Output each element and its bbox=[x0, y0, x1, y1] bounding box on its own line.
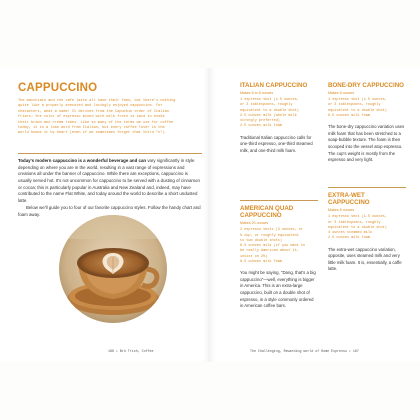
divider bbox=[18, 153, 202, 154]
left-page bbox=[0, 68, 210, 362]
cappuccino-photo bbox=[58, 213, 168, 325]
recipe-italian bbox=[240, 82, 318, 155]
footer-left: 186 • Brû Trish, Coffee bbox=[108, 349, 154, 353]
ingredient: 2.5 ounces milk foam bbox=[328, 236, 371, 241]
recipe-title: BONE-DRY CAPPUCCINO bbox=[328, 82, 404, 89]
ingredient: 8.5 ounces milk foam bbox=[240, 259, 283, 264]
recipe-yield: Makes 20 ounces bbox=[240, 221, 269, 226]
recipe-description: You might be saying, "Dang, that's a big cappuccino"—well, everything is bigger in America. This is an extra-large cappuccino, built on a double shot of espresso, in a style commonly ordered in American coffee bars. bbox=[240, 270, 316, 309]
recipe-yield: Makes 8 ounces bbox=[328, 208, 355, 213]
recipe-description: The bone-dry cappuccino variation uses milk foam that has been stretched to a soap-bubble texture. The foam is then scooped into the vessel atop espresso. The cup's weight is mostly from the espresso and very light. bbox=[328, 124, 405, 163]
ingredient: 8.5 ounces milk (if you want to be really American about it, insist on 2%) bbox=[240, 244, 306, 259]
body-paragraph-1: vary significantly in style depending on where you are in the world, resulting in a vast range of expressions and creations all under the banner of cappuccino. While there are exceptions, cappuccino is usually served hot. It's not uncommon for cappuccino to be served with a dusting of cinnamon or cocoa; this is particularly popular in Australia and New Zealand and, indeed, may have contributed to the name Flat White, and today around the world to describe a short undusted latte. bbox=[18, 158, 200, 204]
ingredient: 2.5 ounces milk (whole milk strongly preferred) bbox=[240, 113, 297, 124]
recipe-title: ITALIAN CAPPUCCINO bbox=[240, 82, 308, 89]
divider bbox=[328, 187, 406, 188]
recipe-title: AMERICAN QUAD CAPPUCCINO bbox=[240, 205, 294, 220]
recipe-description: Traditional Italian cappuccino calls for one-third espresso, one-third steamed milk, and one-third milk foam. bbox=[240, 134, 313, 153]
recipe-title: EXTRA-WET CAPPUCCINO bbox=[328, 192, 370, 207]
body-text bbox=[18, 158, 202, 218]
recipe-yield: Makes 6 to 8 ounces bbox=[240, 91, 274, 96]
recipe-extra-wet bbox=[328, 187, 406, 273]
intro-paragraph: The macchiato and the café latte all have their fans, but there's nothing quite like a properly executed and lovingly enjoyed cappuccino. For characters, what a name! It derives from the Capuchin order of Italian friars; the color of espresso mixed with milk froth is said to evoke their brown and cream robes. Like so many of the terms we use for coffee today, it is a loan word from Italian, but every coffee lover in the world knows it by heart (even if we sometimes forget that third "c"). bbox=[18, 99, 176, 136]
recipe-bone-dry bbox=[328, 82, 406, 164]
ingredient: 1 espresso shot (1.5 ounces, or 3 tablespoons, roughly equivalent to a double shot) bbox=[328, 215, 387, 230]
ingredient-list bbox=[240, 98, 318, 130]
page-title: CAPPUCCINO bbox=[18, 82, 98, 94]
body-paragraph-2: Below we'll guide you to four of our favorite cappuccino styles. Follow the handy chart and foam away. bbox=[18, 204, 201, 217]
recipe-american-quad bbox=[240, 200, 318, 310]
recipe-description: The extra-wet cappuccino variation, opposite, uses steamed milk and very little milk foam. It is, essentially, a caffe latte. bbox=[328, 246, 402, 272]
ingredient-list bbox=[240, 228, 318, 265]
ingredient: 2.5 ounces milk foam bbox=[240, 124, 283, 129]
ingredient: 6.5 ounces milk foam bbox=[328, 113, 371, 118]
ingredient: 2 espresso shots (3 ounces, or ¾ cup, or roughly equivalent to two double shots) bbox=[240, 228, 304, 243]
divider bbox=[240, 200, 318, 201]
ingredient-list bbox=[328, 98, 406, 119]
body-lead: Today's modern cappuccino is a wonderful beverage and can bbox=[18, 158, 147, 163]
recipe-yield: Makes 8 ounces bbox=[328, 91, 355, 96]
footer-right: The Challenging, Rewarding world of Home Espresso • 187 bbox=[250, 349, 359, 353]
right-page bbox=[210, 68, 420, 362]
ingredient: 4 ounces steamed milk bbox=[328, 231, 373, 235]
ingredient: 1 espresso shot (1.5 ounces, or 3 tablespoons, roughly equivalent to a double shot) bbox=[328, 98, 387, 113]
ingredient-list bbox=[328, 215, 406, 241]
ingredient: 1 espresso shot (1.5 ounces, or 3 tablespoons, roughly equivalent to a double shot) bbox=[240, 98, 299, 113]
